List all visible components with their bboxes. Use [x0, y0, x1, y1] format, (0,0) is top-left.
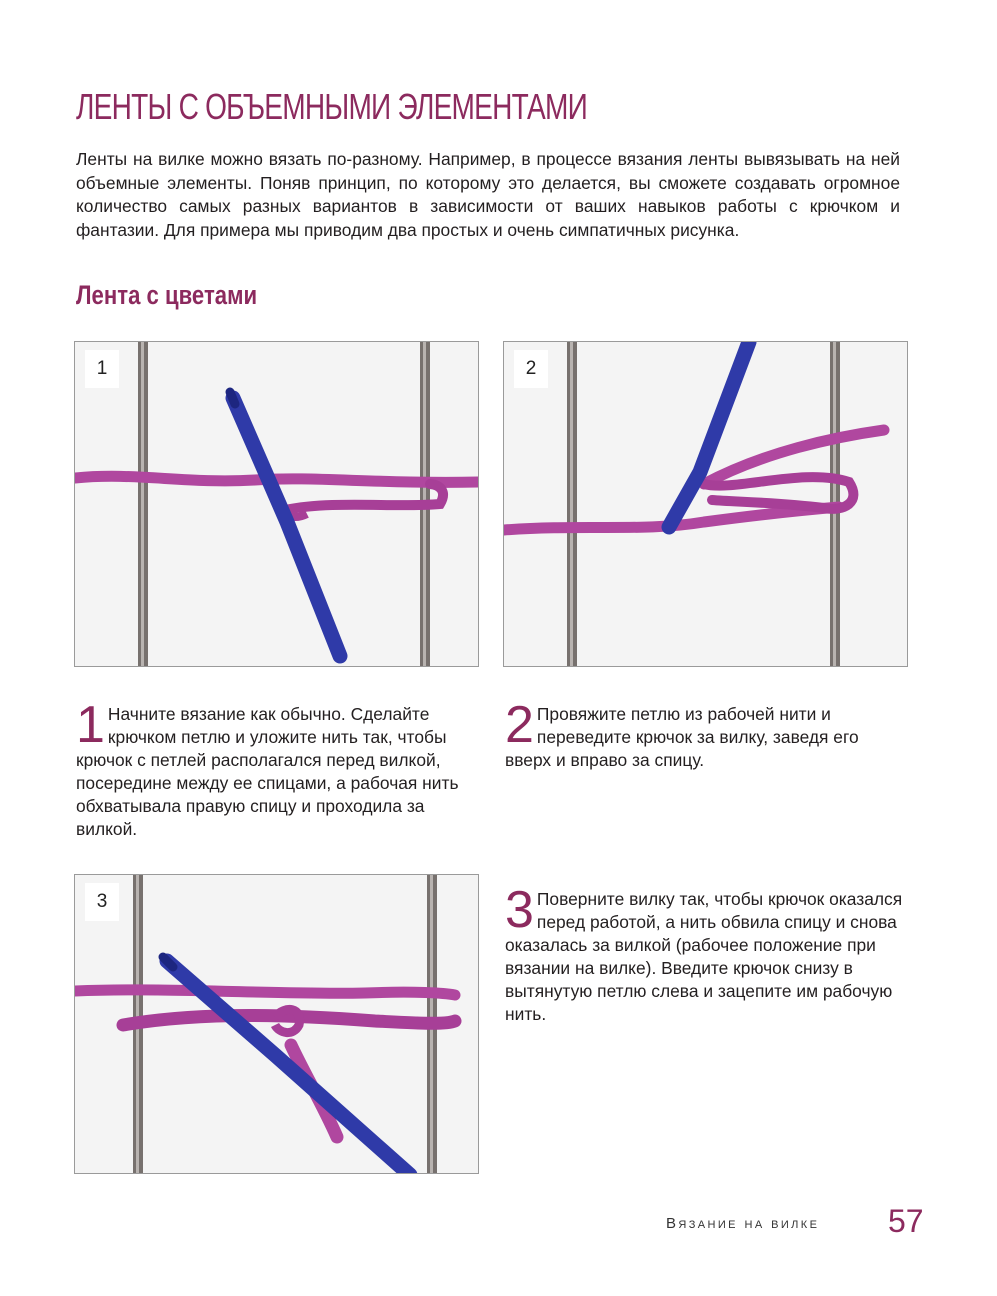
step-2-body: Провяжите петлю из рабочей нити и переведите крючок за вилку, заведя его вверх и вправо за спицу. [505, 704, 859, 770]
step-3-text [505, 881, 903, 1026]
step-3-number: 3 [505, 881, 534, 939]
footer-section-title: Вязание на вилке [666, 1215, 820, 1232]
photo-illustration-1 [75, 342, 479, 667]
page-number: 57 [888, 1203, 924, 1239]
step-photo-1 [74, 341, 479, 667]
step-1-body: Начните вязание как обычно. Сделайте крючком петлю и уложите нить так, чтобы крючок с петлей располагался перед вилкой, посередине между ее спицами, а рабочая нить обхватывала правую спицу и проходила за вилкой. [76, 704, 459, 839]
step-photo-3 [74, 874, 479, 1174]
photo-illustration-2 [504, 342, 908, 667]
photo-number-2: 2 [514, 350, 548, 388]
step-1-text [76, 696, 474, 841]
step-2-number: 2 [505, 696, 534, 754]
step-3-body: Поверните вилку так, чтобы крючок оказался перед работой, а нить обвила спицу и снова оказалась за вилкой (рабочее положение при вязании на вилке). Введите крючок снизу в вытянутую петлю слева и зацепите им рабочую нить. [505, 889, 903, 1024]
step-2-text [505, 696, 908, 772]
photo-illustration-3 [75, 875, 479, 1174]
page-title: ЛЕНТЫ С ОБЪЕМНЫМИ ЭЛЕМЕНТАМИ [76, 86, 588, 127]
section-subtitle: Лента с цветами [76, 280, 258, 310]
photo-number-1: 1 [85, 350, 119, 388]
photo-number-3: 3 [85, 883, 119, 921]
intro-paragraph: Ленты на вилке можно вязать по-разному. Например, в процессе вязания ленты вывязывать на ней объемные элементы. Поняв принцип, по которому это делается, вы сможете создавать огромное количество самых разных вариантов в зависимости от ваших навыков работы с крючком и фантазии. Для примера мы приводим два простых и очень симпатичных рисунка. [76, 149, 900, 240]
step-photo-2 [503, 341, 908, 667]
step-1-number: 1 [76, 696, 105, 754]
